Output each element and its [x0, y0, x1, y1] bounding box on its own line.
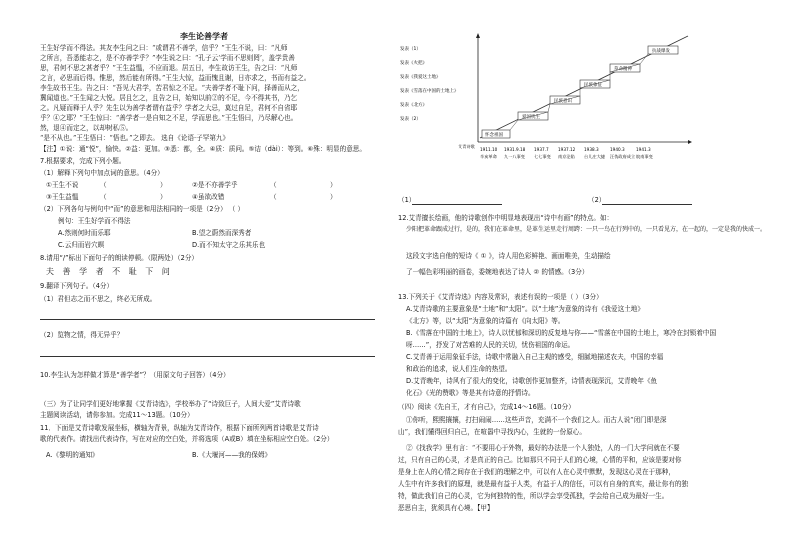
passage-line: 李生故书王生。告之曰：“吾见大君学，苦君惊之不足。“夫善学者不耻下问，择善而从之， — [40, 84, 304, 92]
x-event: 九一八事变 — [504, 154, 525, 159]
q7-2-example: 例句：王生好学而不得法 — [58, 217, 131, 225]
y-label: 发表《火把》 — [400, 61, 427, 66]
answer-line[interactable] — [40, 319, 375, 320]
x-date: 1941.3 — [636, 147, 651, 152]
passage4-line: ①你听，熙熙攘攘，打扫闹闹……这些声音，充满不一个我们之人。而古人说“闭门即是深 — [406, 416, 667, 424]
passage4-line: 恶思自主，犹须具有心境。【甲】 — [398, 504, 494, 512]
q12-line1: 12.艾青擅长绘画，他的诗歌创作中明显地表现出“诗中有画”的特点。如： — [398, 214, 614, 222]
step-box — [648, 46, 678, 54]
q8-prompt: 8.请用“/”标出下面句子的朗读停顿。（限两处）（2分） — [40, 254, 199, 262]
q13-option-a1: A.艾青诗歌的主要意象是“土地”和“太阳”。以“土地”为意象的诗有《我爱这土地》 — [406, 305, 644, 313]
x-date: 1911.10 — [480, 147, 498, 152]
q13-option-c1: C.艾青善于运用象征手法，诗歌中常融入自己主观的感受，细腻地描述农夫，中国的幸福 — [406, 353, 664, 361]
passage4-line: 是身上在人的心情之间存在于我们的理解之中，可以有人在心灵中默默，发现这心灵在于那种， — [398, 468, 675, 476]
step-box — [482, 130, 510, 138]
q9-2: （2）览物之情，得无异乎？ — [40, 331, 124, 339]
q12-line4: 了一幅色彩明丽的画卷，委婉地表达了诗人 ② 的情感。（3分） — [406, 268, 589, 276]
svg-text:怀念祖国: 怀念祖国 — [485, 133, 503, 138]
q13-option-a2: 《北方》等，以“太阳”为意象的诗篇有《向太阳》等。 — [406, 317, 565, 325]
passage4-line: 山”，我们懂得回归自己，在喧嚣中寻找内心，生就的一份原心。 — [398, 428, 586, 436]
passage-line: 冀闻道也。”王生闻之大悦。居且乞之，且告之曰，始知以前②的不足，今不得其书，乃乞 — [40, 94, 298, 102]
x-date: 1931.9.18 — [504, 147, 526, 152]
svg-text:民族象征: 民族象征 — [584, 83, 602, 88]
svg-text:抗战爆发: 抗战爆发 — [652, 49, 670, 54]
y-label: 发表《雪落在中国的土地上》 — [400, 89, 459, 94]
q13-option-d1: D.艾青晚年，诗风有了很大的变化，诗歌创作更加整齐，诗情表现深沉，艾青晚年《鱼 — [406, 377, 658, 385]
svg-text:爱国忧生: 爱国忧生 — [522, 115, 540, 120]
paren-close: ） — [160, 181, 167, 189]
x-event: 辛亥革命 — [480, 154, 497, 159]
footnote: 【注】①说：通“悦”，愉快。②益：更加。③悉：都，全。④质：质问。⑤诘（dài）：等到。⑥殊：明显的意思。 — [40, 145, 366, 153]
q7-1-item: ②是不亦善学乎 — [192, 181, 238, 189]
x-event: 皖南事变 — [636, 154, 653, 159]
option-b: B.望之蔚然而深秀者 — [192, 229, 252, 237]
q11-line2: 歌的代表作。请找出代表诗作，写在对应的空白处，并将选项（A或B）填在坐标相应空白处。（2分） — [40, 435, 334, 443]
q10-prompt: 10.李生认为怎样做才算是“善学者”？（用原文句子回答）（4分） — [40, 371, 230, 379]
x-date: 1938.3 — [584, 147, 599, 152]
q7-1-item: ③王生益愠 — [46, 193, 79, 201]
q13-prompt: 13.下列关于《艾青诗选》内容及常识，表述有误的一项是（ ）（3分） — [398, 293, 603, 301]
q7-1-prompt: （1）解释下列句中加点词的意思。（4分） — [40, 169, 164, 177]
paren-close: ） — [330, 193, 337, 201]
paren-open: （ — [100, 181, 107, 189]
blank-1-line[interactable] — [412, 204, 502, 205]
x-event: 七七事变 — [534, 154, 551, 159]
q11-option-b: B.《大堰河——我的保姆》 — [192, 451, 272, 459]
axis-label: 艾青诗歌 — [458, 144, 475, 149]
section3-line1: （三）为了让同学们更好地掌握《艾青诗选》，学校举办了“诗致巨子，人间大爱”艾青诗歌 — [40, 400, 301, 408]
blank-1-label: （1） — [398, 196, 416, 204]
passage4-line: 过，只有自己的心灵，才是真正的自己。比如那只不同于人们的心境，心情的平和，应该是要对你 — [398, 456, 682, 464]
q12-line3: 这段文字选自他的短诗《 ① 》，诗人用色彩鲜艳、画面唯美，生动描绘 — [406, 252, 611, 260]
x-date: 1940.3 — [610, 147, 625, 152]
q7-1-item: ④虽欲改错 — [192, 193, 225, 201]
passage4-line: ②《找我学》里有言：“不要用心于外物，最好的办法是一个人独处，人的一门大学问就在不要 — [406, 444, 680, 452]
paren-close: ） — [330, 181, 337, 189]
q9-prompt: 9.翻译下列句子。（4分） — [40, 282, 114, 290]
q13-option-b2: 呀……”，抒发了对苦难的人民的关切，忧伤祖国的命运。 — [406, 341, 575, 349]
q7-label: 7.根据要求，完成下列小题。 — [40, 157, 126, 165]
y-label: 发表（1） — [400, 47, 421, 52]
passage-line: 之所言，吾悉能志之，是不亦善学乎？”李生说之曰：“孔子云‘学而不思则罔’，盖学贵善 — [40, 54, 295, 62]
passage4-line: 特，做此我们自己的心灵，它为何独特的性，所以学会享受孤独，学会给自己成为最好一生。 — [398, 492, 669, 500]
y-label: 发表《我爱这土地》 — [400, 75, 441, 80]
passage-line: 乎？④之耶？”王生惊曰：“善学者一是自知之不足，学而思也。”王生悟曰，乃尽解心也。 — [40, 114, 298, 122]
passage-line: 思，君何不思之甚者乎？”王生益愠，不应而退。居五日，李生故访王生，告之曰：“凡师 — [40, 64, 298, 72]
x-event: 汪伪政府成立 — [610, 154, 636, 159]
y-label: 发表（2） — [400, 117, 421, 122]
paren-close: ） — [160, 193, 167, 201]
answer-line[interactable] — [40, 356, 375, 357]
passage-line: “是不从也。”王生悟曰：“悟也。”之即去。 选自《论语·子罕第九》 — [40, 134, 230, 142]
svg-text:民族意识: 民族意识 — [554, 99, 572, 104]
q12-quote: 少阳把革命跟成过行，是的，我们在革命里，是革生运里走行周跨：一只一鸟在行列中的，一只看见方，在一起的，一定是我的快成一。 — [406, 226, 767, 233]
option-d: D.而不知太守之乐其乐也 — [192, 241, 266, 249]
x-axis-arrow — [688, 140, 692, 144]
paren-open: （ — [100, 193, 107, 201]
poetry-timeline-chart — [398, 30, 698, 180]
x-date: 1937.12 — [558, 147, 576, 152]
q13-option-d2: 化石》《光的赞歌》等是其有诗意的抒情诗。 — [406, 389, 535, 397]
q11-line1: 11．下面是艾青诗歌发展坐标，横轴为背景，纵轴为艾青诗作，根据下面所列两首诗歌是艾青诗 — [40, 424, 319, 432]
q9-1: （1）君但志之而不思之，终必无所成。 — [40, 295, 157, 303]
passage-line: 之。凡疑而释于人乎？先生以为善学者谓有益乎？学者之大忌，莫过自足，君何不自省耶 — [40, 104, 298, 112]
option-c: C.云归而岩穴暝 — [58, 241, 105, 249]
x-event: 南京沦陷 — [558, 154, 575, 159]
x-date: 1937.7 — [534, 147, 549, 152]
passage4-line: 人生中有许多我们的原理，就是最有益于人类，有益于人的信任，可以有自身的真实，最让你有的独 — [398, 480, 689, 488]
section4-title: （四）阅读《先自王，才有自己》，完成14～16题。（10分） — [398, 403, 575, 411]
x-event: 台儿庄大捷 — [584, 154, 605, 159]
passage-line: 之言，必思而后得。惟思，然后能有所得。”王生大惊，益而愧且谢，日亦求之，书而有益之。 — [40, 74, 311, 82]
y-axis-arrow — [476, 33, 480, 38]
blank-2-label: （2） — [588, 196, 606, 204]
q7-2-prompt: （2）下列各句与例句中“而”的意思和用法相同的一项是（2分） （ ） — [40, 205, 245, 213]
q13-option-c2: 和政治的追求，说人们生命的热望。 — [406, 365, 512, 373]
option-a: A.然则何时而乐耶 — [58, 229, 111, 237]
blank-2-line[interactable] — [602, 204, 692, 205]
svg-text:草命精神: 草命精神 — [614, 67, 632, 72]
paren-open: （ — [270, 181, 277, 189]
passage-line: 然，退④而定之，以却树私⑤。 — [40, 124, 133, 132]
q11-option-a: A.《黎明的通知》 — [46, 451, 99, 459]
section3-line2: 主题阅读活动，请你参加。完成11～13题。（10分） — [40, 411, 194, 419]
passage-line: 王生好学而不得法。其友李生问之曰：“或谓君不善学，信乎？”王生不说，曰：“凡师 — [40, 44, 288, 52]
passage-title: 李生论善学者 — [180, 31, 228, 41]
paren-open: （ — [270, 193, 277, 201]
q13-option-b1: B.《雪落在中国的土地上》，诗人以忧郁和深切的反复地与你——“雪落在中国的土地上，寒冷在封锁着中国 — [406, 329, 717, 337]
q8-sentence: 夫 善 学 者 不 耻 下 问 — [46, 267, 173, 276]
y-label: 发表《北方》 — [400, 103, 427, 108]
q7-1-item: ①王生不说 — [46, 181, 79, 189]
